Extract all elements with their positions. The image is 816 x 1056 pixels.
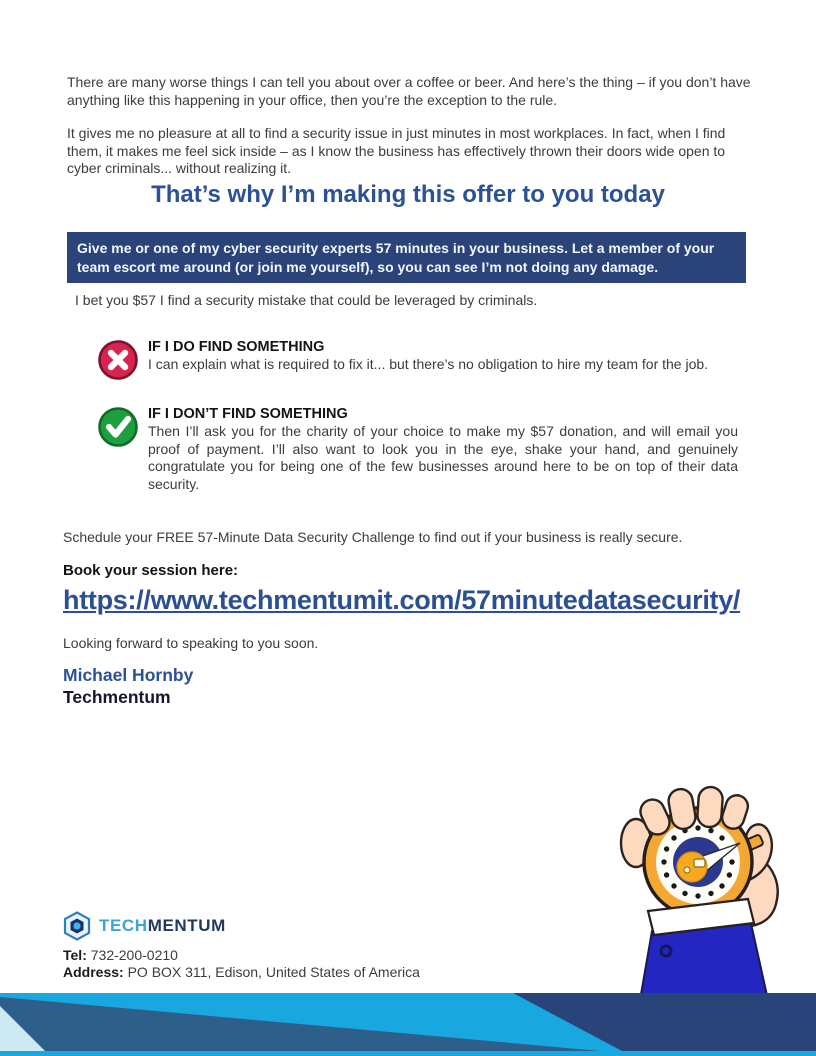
outcome-dont-find-title: IF I DON’T FIND SOMETHING [148,406,348,422]
address-label: Address: [63,964,124,980]
techmentum-hexagon-icon [62,911,92,941]
outcome-dont-find-body: Then I’ll ask you for the charity of your choice to make my $57 donation, and will email you proof of payment. I’ll also want to look you in the eye, shake your hand, and genuinely congratulate you for being one of the few businesses around here to be on top of their data security. [148,423,738,492]
bet-statement: I bet you $57 I find a security mistake that could be leveraged by criminals. [75,292,538,308]
tel-value: 732-200-0210 [86,947,178,963]
tel-label: Tel: [63,947,87,963]
closing-line: Looking forward to speaking to you soon. [63,635,319,651]
footer-geometric-band [0,990,816,1056]
brand-logo [62,911,226,941]
book-session-label: Book your session here: [63,562,239,579]
brand-tech: TECH [99,916,148,935]
offer-banner: Give me or one of my cyber security experts 57 minutes in your business. Let a member of your team escort me around (or join me yourself), so you can see I’m not doing any damage. [67,232,746,283]
schedule-line: Schedule your FREE 57-Minute Data Security Challenge to find out if your business is really secure. [63,529,683,545]
offer-headline: That’s why I’m making this offer to you today [151,181,665,208]
outcome-do-find-body: I can explain what is required to fix it... but there’s no obligation to hire my team for the job. [148,356,709,372]
signature-company: Techmentum [63,687,171,707]
brand-wordmark [99,916,226,936]
address-line [63,964,663,981]
hand-stopwatch-illustration [588,785,808,1000]
signature-name: Michael Hornby [63,665,194,685]
check-circle-icon [97,406,139,448]
intro-paragraph-1: There are many worse things I can tell you about over a coffee or beer. And here’s the thing – if you don’t have anything like this happening in your office, then you’re the exception to the rule. [67,74,751,108]
booking-url-link[interactable]: https://www.techmentumit.com/57minutedatasecurity/ [63,585,741,615]
cross-circle-icon [97,339,139,381]
outcome-do-find-title: IF I DO FIND SOMETHING [148,339,325,355]
intro-paragraph-2: It gives me no pleasure at all to find a security issue in just minutes in most workplaces. In fact, when I find them, it makes me feel sick inside – as I know the business has effectively thrown their doors wide open to cyber criminals... without realizing it. [67,125,726,176]
tel-line [63,947,563,964]
brand-mentum: MENTUM [147,916,226,935]
address-value: PO BOX 311, Edison, United States of America [123,964,420,980]
